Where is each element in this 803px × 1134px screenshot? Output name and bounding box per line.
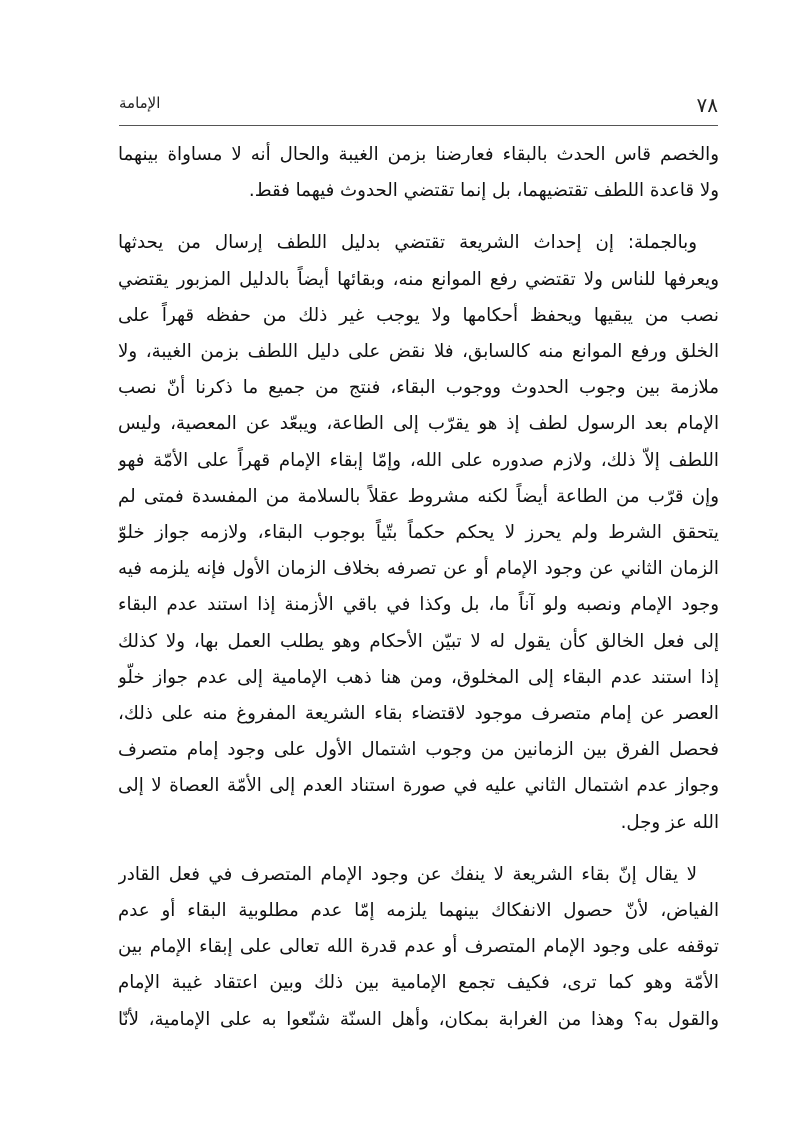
paragraph-2 [118, 225, 719, 840]
running-header [119, 88, 718, 126]
page-number: ٧٨ [696, 93, 718, 117]
paragraph-1 [118, 137, 719, 209]
running-title: الإمامة [119, 94, 161, 112]
text-line: الزمان الثاني عن وجود الإمام أو عن تصرفه بخلاف الزمان الأول فإنه يلزمه فيه [118, 558, 719, 580]
text-line: الله عز وجل. [620, 811, 719, 833]
text-line: نصب من يبقيها ويحفظ أحكامها ولا يوجب غير ذلك من حفظه قهراً على [118, 304, 719, 326]
text-line: الأمّة وهو كما ترى، فكيف تجمع الإمامية بين ذلك وبين اعتقاد غيبة الإمام [118, 972, 719, 994]
text-line: وبالجملة: إن إحداث الشريعة تقتضي بدليل اللطف إرسال من يحدثها [118, 232, 697, 254]
text-line: الخلق ورفع الموانع منه كالسابق، فلا نقض على دليل اللطف بزمن الغيبة، ولا [118, 341, 719, 363]
text-line: العصر عن إمام متصرف موجود لاقتضاء بقاء الشريعة المفروغ منه على ذلك، [118, 703, 719, 725]
text-line: يتحقق الشرط ولم يحرز لا يحكم حكماً بتّياً بوجوب البقاء، ولازمه جواز خلوّ [118, 522, 719, 544]
text-line: إلى فعل الخالق كأن يقول له لا تبيّن الأحكام وهو يطلب العمل بها، ولا كذلك [118, 630, 719, 652]
text-line: توقفه على وجود الإمام المتصرف أو عدم قدرة الله تعالى على إبقاء الإمام بين [118, 936, 719, 958]
text-line: اللطف إلاّ ذلك، ولازم صدوره على الله، وإمّا إبقاء الإمام قهراً على الأمّة فهو [118, 449, 719, 471]
text-line: ولا قاعدة اللطف تقتضيهما، بل إنما تقتضي الحدوث فيهما فقط. [248, 180, 719, 202]
text-line: فحصل الفرق بين الزمانين من وجوب اشتمال الأول على وجود إمام متصرف [118, 739, 719, 761]
text-line: لا يقال إنّ بقاء الشريعة لا ينفك عن وجود الإمام المتصرف في فعل القادر [118, 863, 697, 885]
text-line: ملازمة بين وجوب الحدوث ووجوب البقاء، فنتج من جميع ما ذكرنا أنّ نصب [118, 377, 719, 399]
text-line: وإن قرّب من الطاعة أيضاً لكنه مشروط عقلاً بالسلامة من المفسدة فمتى لم [118, 485, 719, 507]
text-line: ويعرفها للناس ولا تقتضي رفع الموانع منه، وبقائها أيضاً بالدليل المزبور يقتضي [118, 268, 719, 290]
text-line: الفياض، لأنّ حصول الانفكاك بينهما يلزمه إمّا عدم مطلوبية البقاء أو عدم [118, 900, 719, 922]
text-line: والقول به؟ وهذا من الغرابة بمكان، وأهل السنّة شنّعوا به على الإمامية، لأنّا [118, 1008, 719, 1030]
text-line: الإمام بعد الرسول لطف إذ هو يقرّب إلى الطاعة، ويبعّد عن المعصية، وليس [118, 413, 719, 435]
header-rule [119, 125, 718, 126]
text-line: وجواز عدم اشتمال الثاني عليه في صورة استناد العدم إلى الأمّة العصاة لا إلى [118, 775, 719, 797]
text-line: وجود الإمام ونصبه ولو آناً ما، بل وكذا في باقي الأزمنة إذا استند عدم البقاء [118, 594, 719, 616]
paragraph-3 [118, 857, 719, 1038]
body-text [118, 137, 719, 1038]
text-line: والخصم قاس الحدث بالبقاء فعارضنا بزمن الغيبة والحال أنه لا مساواة بينهما [118, 144, 719, 165]
text-line: إذا استند عدم البقاء إلى المخلوق، ومن هنا ذهب الإمامية إلى عدم جواز خلّو [118, 666, 719, 688]
